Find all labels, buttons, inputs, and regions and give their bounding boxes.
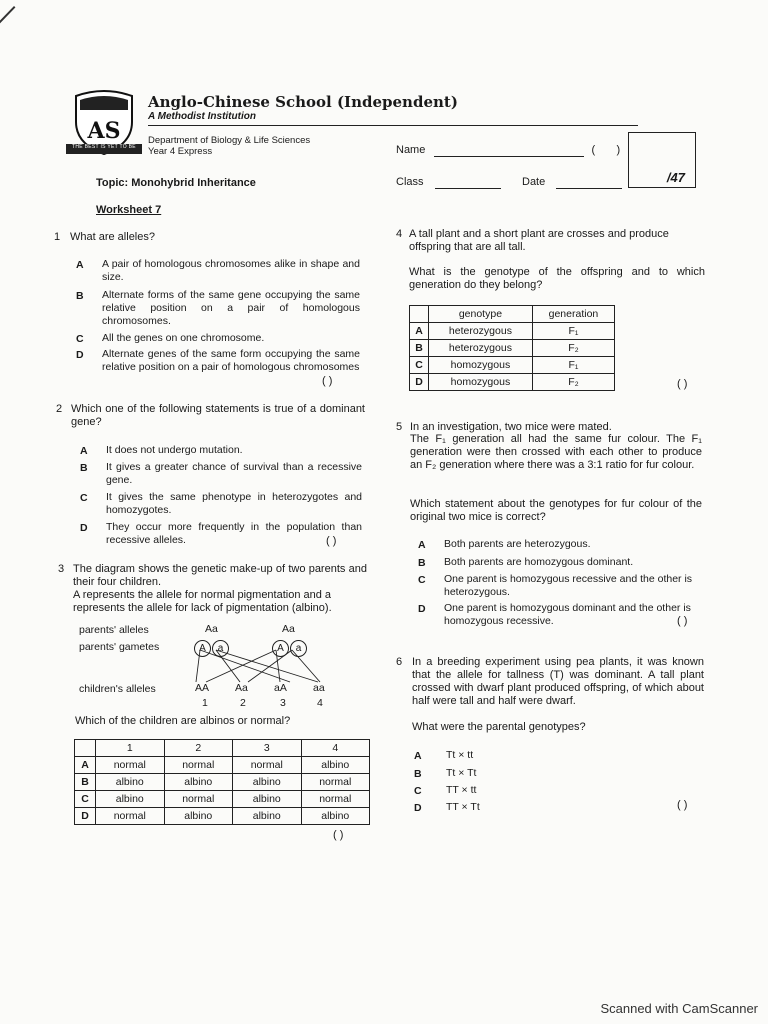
table-cell: homozygous [429, 374, 533, 391]
child-2-alleles: Aa [235, 682, 248, 694]
q2-option-a-letter: A [80, 445, 88, 457]
table-cell: D [75, 808, 96, 825]
q3-answer-bracket[interactable]: ( ) [333, 829, 344, 841]
table-cell: heterozygous [429, 340, 533, 357]
table-cell: heterozygous [429, 323, 533, 340]
q2-number: 2 [56, 403, 63, 415]
q6-option-a-letter: A [414, 750, 422, 762]
table-cell: normal [96, 757, 165, 774]
worksheet-title: Worksheet 7 [96, 204, 162, 216]
table-row[interactable] [75, 808, 370, 825]
svg-text:AS: AS [87, 118, 121, 144]
q5-option-b-letter: B [418, 557, 426, 569]
q1-option-a-letter: A [76, 259, 84, 271]
q2-answer-bracket[interactable]: ( ) [326, 535, 337, 547]
q2-option-b[interactable]: It gives a greater chance of survival than a recessive gene. [106, 461, 362, 486]
q2-option-b-letter: B [80, 462, 88, 474]
q5-text-1: In an investigation, two mice were mated. [410, 421, 612, 433]
score-total: /47 [666, 170, 685, 185]
q6-option-c[interactable]: TT × tt [446, 784, 477, 796]
q5-option-d-letter: D [418, 603, 426, 615]
gamete-4: a [290, 640, 307, 657]
q6-option-d-letter: D [414, 802, 422, 814]
table-row[interactable] [75, 791, 370, 808]
table-header-cell: 2 [164, 740, 233, 757]
table-header-cell: genotype [429, 306, 533, 323]
name-label: Name [396, 144, 426, 156]
q1-text: What are alleles? [70, 231, 155, 243]
table-header-cell: 1 [96, 740, 165, 757]
table-cell: C [410, 357, 429, 374]
header-rule [148, 125, 638, 126]
q2-option-c[interactable]: It gives the same phenotype in heterozygotes and homozygotes. [106, 491, 362, 516]
table-header-row [75, 740, 370, 757]
q5-option-d[interactable]: One parent is homozygous dominant and the other is homozygous recessive. [444, 602, 691, 627]
child-1-alleles: AA [195, 682, 210, 694]
q6-number: 6 [396, 656, 403, 668]
score-box [628, 132, 696, 188]
table-header-cell: 4 [301, 740, 370, 757]
table-header-cell: generation [532, 306, 614, 323]
q4-question: What is the genotype of the offspring and to which generation do they belong? [409, 266, 705, 291]
department-name: Department of Biology & Life Sciences [148, 135, 311, 146]
class-field[interactable] [396, 176, 501, 189]
q6-option-d[interactable]: TT × Tt [446, 801, 480, 813]
table-cell: normal [301, 791, 370, 808]
q2-text: Which one of the following statements is true of a dominant gene? [71, 403, 365, 428]
q5-option-c-letter: C [418, 574, 426, 586]
q5-number: 5 [396, 421, 403, 433]
table-cell: B [75, 774, 96, 791]
department-info [148, 135, 310, 157]
crest-banner: THE BEST IS YET TO BE [72, 144, 136, 150]
table-row[interactable] [75, 757, 370, 774]
q4-number: 4 [396, 228, 403, 240]
parents-alleles-label: parents' alleles [79, 624, 149, 636]
parent-2-alleles: Aa [282, 623, 295, 635]
q5-option-c[interactable]: One parent is homozygous recessive and the other is heterozygous. [444, 573, 693, 598]
child-3-alleles: aA [274, 682, 287, 694]
q4-table [409, 305, 615, 391]
q3-text-2: A represents the allele for normal pigmentation and a represents the allele for lack of pigmentation (albino). [73, 589, 332, 614]
q6-answer-bracket[interactable]: ( ) [677, 799, 688, 811]
q3-table [74, 739, 370, 825]
parents-gametes-label: parents' gametes [79, 641, 160, 653]
table-header-cell [75, 740, 96, 757]
scanner-watermark: Scanned with CamScanner [600, 1001, 758, 1016]
table-row[interactable] [75, 774, 370, 791]
q6-option-c-letter: C [414, 785, 422, 797]
q6-question: What were the parental genotypes? [412, 721, 586, 733]
table-cell: albino [164, 808, 233, 825]
table-cell: F₂ [532, 340, 614, 357]
q1-answer-bracket[interactable]: ( ) [322, 375, 333, 387]
table-cell: albino [96, 791, 165, 808]
gamete-3: A [272, 640, 289, 657]
table-cell: A [410, 323, 429, 340]
name-field[interactable]: Name ( ) [396, 144, 621, 156]
q1-option-b-letter: B [76, 290, 84, 302]
q1-number: 1 [54, 231, 61, 243]
q6-option-a[interactable]: Tt × tt [446, 749, 474, 761]
table-cell: albino [233, 774, 302, 791]
table-cell: A [75, 757, 96, 774]
pen-stroke-mark [0, 6, 15, 39]
table-cell: normal [96, 808, 165, 825]
q5-option-a-letter: A [418, 539, 426, 551]
gamete-1: A [194, 640, 211, 657]
table-cell: albino [301, 757, 370, 774]
parent-1-alleles: Aa [205, 623, 218, 635]
q3-question: Which of the children are albinos or normal? [75, 715, 291, 727]
class-label: Class [396, 176, 424, 188]
table-cell: C [75, 791, 96, 808]
q6-text: In a breeding experiment using pea plants, it was known that the allele for tallness (T) was dominant. A tall plant crossed with dwarf plant produced offspring, of which about half were tall and half were dwarf. [412, 656, 704, 707]
q5-option-b[interactable]: Both parents are homozygous dominant. [444, 556, 634, 568]
table-cell: normal [164, 757, 233, 774]
q2-option-d-letter: D [80, 522, 88, 534]
q2-option-a[interactable]: It does not undergo mutation. [106, 444, 243, 456]
q4-text: A tall plant and a short plant are crosses and produce offspring that are all tall. [409, 228, 669, 253]
table-row[interactable] [410, 340, 615, 357]
q5-option-a[interactable]: Both parents are heterozygous. [444, 538, 591, 550]
table-cell: F₁ [532, 323, 614, 340]
child-4-number: 4 [317, 697, 323, 709]
child-4-alleles: aa [313, 682, 325, 694]
table-header-cell [410, 306, 429, 323]
q1-option-d[interactable]: Alternate genes of the same form occupying the same relative position on a pair of homologous chromosomes [102, 348, 360, 373]
table-cell: F₂ [532, 374, 614, 391]
table-cell: albino [301, 808, 370, 825]
school-motto: A Methodist Institution [148, 111, 256, 122]
q6-option-b-letter: B [414, 768, 422, 780]
q5-answer-bracket[interactable]: ( ) [677, 615, 688, 627]
child-3-number: 3 [280, 697, 286, 709]
table-cell: albino [233, 791, 302, 808]
q2-option-d[interactable]: They occur more frequently in the population than recessive alleles. [106, 521, 362, 546]
gamete-2: a [212, 640, 229, 657]
date-field[interactable] [522, 176, 622, 189]
table-header-row [410, 306, 615, 323]
q3-text: The diagram shows the genetic make-up of two parents and their four children. [73, 563, 367, 588]
table-cell: albino [96, 774, 165, 791]
q4-answer-bracket[interactable]: ( ) [677, 378, 688, 390]
table-row[interactable] [410, 357, 615, 374]
q2-option-c-letter: C [80, 492, 88, 504]
table-cell: F₁ [532, 357, 614, 374]
q1-option-d-letter: D [76, 349, 84, 361]
table-cell: homozygous [429, 357, 533, 374]
q1-option-c-letter: C [76, 333, 84, 345]
q3-number: 3 [58, 563, 65, 575]
table-row[interactable] [410, 374, 615, 391]
date-label: Date [522, 176, 546, 188]
topic-title: Topic: Monohybrid Inheritance [96, 177, 256, 189]
q6-option-b[interactable]: Tt × Tt [446, 767, 477, 779]
q5-question: Which statement about the genotypes for fur colour of the original two mice is correct? [410, 498, 702, 523]
table-cell: normal [301, 774, 370, 791]
table-header-cell: 3 [233, 740, 302, 757]
table-cell: B [410, 340, 429, 357]
table-cell: albino [233, 808, 302, 825]
child-1-number: 1 [202, 697, 208, 709]
q5-text-2: The F₁ generation all had the same fur colour. The F₁ generation were then crossed with each other to produce an F₂ generation where there was a 3:1 ratio for fur colour. [410, 433, 702, 471]
childrens-alleles-label: children's alleles [79, 683, 156, 695]
table-cell: normal [233, 757, 302, 774]
q1-option-a[interactable]: A pair of homologous chromosomes alike in shape and size. [102, 258, 360, 283]
q1-option-b[interactable]: Alternate forms of the same gene occupying the same relative position on a pair of homologous chromosomes. [102, 289, 360, 327]
table-row[interactable] [410, 323, 615, 340]
school-name: Anglo-Chinese School (Independent) [148, 93, 458, 111]
table-cell: albino [164, 774, 233, 791]
table-cell: D [410, 374, 429, 391]
q1-option-c[interactable]: All the genes on one chromosome. [102, 332, 265, 344]
year-level: Year 4 Express [148, 146, 213, 157]
child-2-number: 2 [240, 697, 246, 709]
table-cell: normal [164, 791, 233, 808]
